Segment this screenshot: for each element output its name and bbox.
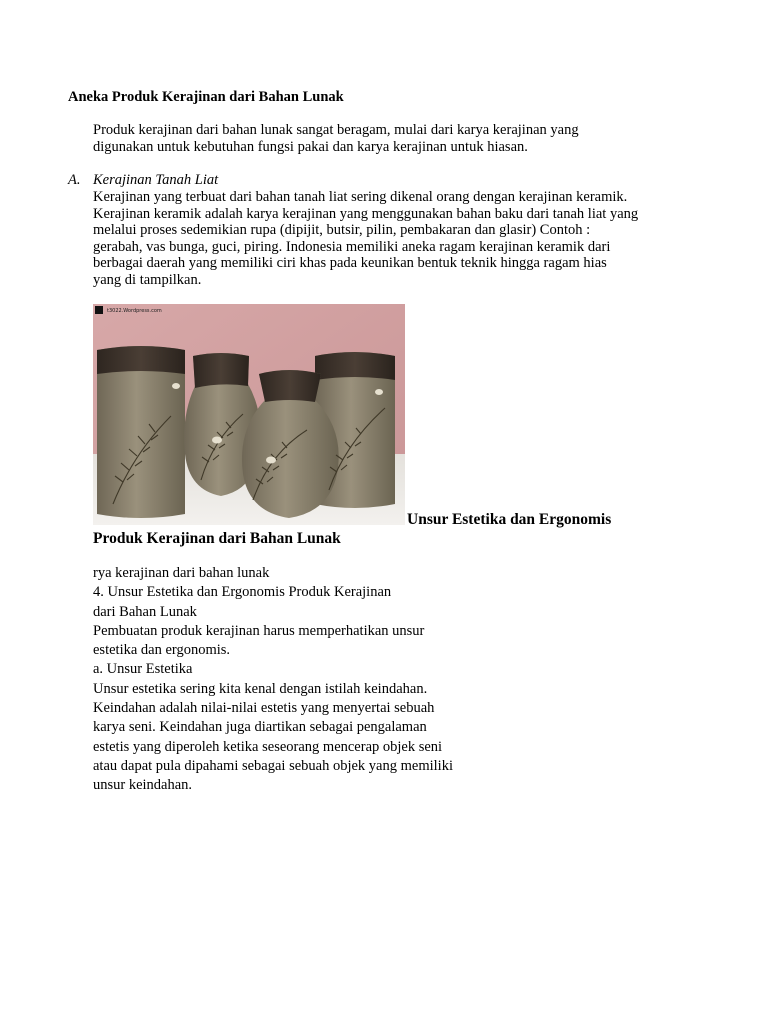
paragraph-line: estetika dan ergonomis. bbox=[93, 642, 231, 659]
paragraph-line: estetis yang diperoleh ketika seseorang mencerap objek seni bbox=[93, 738, 443, 755]
section-a-paragraph bbox=[93, 189, 713, 289]
photo-watermark: t3022.Wordpress.com bbox=[107, 308, 162, 314]
section-letter: A. bbox=[68, 172, 81, 188]
section-title: Kerajinan Tanah Liat bbox=[93, 172, 219, 188]
caption-heading-part1: Unsur Estetika dan Ergonomis bbox=[407, 511, 612, 528]
paragraph-line: Unsur estetika sering kita kenal dengan istilah keindahan. bbox=[93, 680, 428, 697]
paragraph-line: dari Bahan Lunak bbox=[93, 603, 197, 620]
paragraph-line: 4. Unsur Estetika dan Ergonomis Produk Kerajinan bbox=[93, 584, 392, 601]
paragraph-line: yang di tampilkan. bbox=[93, 271, 202, 288]
paragraph-line: atau dapat pula dipahami sebagai sebuah objek yang memiliki bbox=[93, 757, 453, 774]
aesthetics-paragraph bbox=[93, 564, 553, 796]
intro-line: Produk kerajinan dari bahan lunak sangat beragam, mulai dari karya kerajinan yang bbox=[93, 122, 579, 138]
intro-line: digunakan untuk kebutuhan fungsi pakai dan karya kerajinan untuk hiasan. bbox=[93, 138, 528, 155]
paragraph-line: unsur keindahan. bbox=[93, 777, 193, 794]
ceramic-vases-photo bbox=[93, 304, 405, 525]
paragraph-line: Kerajinan keramik adalah karya kerajinan yang menggunakan bahan baku dari tanah liat yang bbox=[93, 205, 639, 222]
caption-heading-part2: Produk Kerajinan dari Bahan Lunak bbox=[93, 530, 341, 547]
paragraph-line: melalui proses sedemikian rupa (dipijit, butsir, pilin, pembakaran dan glasir) Contoh : bbox=[93, 222, 591, 239]
paragraph-line: gerabah, vas bunga, guci, piring. Indonesia memiliki aneka ragam kerajinan keramik dari bbox=[93, 238, 611, 255]
paragraph-line: Keindahan adalah nilai-nilai estetis yang menyertai sebuah bbox=[93, 700, 435, 717]
paragraph-line: berbagai daerah yang memiliki ciri khas pada keunikan bentuk teknik hingga ragam hias bbox=[93, 255, 607, 272]
vases-illustration bbox=[93, 304, 405, 525]
intro-paragraph bbox=[93, 122, 693, 155]
paragraph-line: Kerajinan yang terbuat dari bahan tanah liat sering dikenal orang dengan kerajinan keramik. bbox=[93, 189, 628, 205]
paragraph-line: a. Unsur Estetika bbox=[93, 661, 193, 678]
document-title: Aneka Produk Kerajinan dari Bahan Lunak bbox=[68, 89, 344, 105]
paragraph-line: karya seni. Keindahan juga diartikan sebagai pengalaman bbox=[93, 719, 427, 736]
paragraph-line: Pembuatan produk kerajinan harus memperhatikan unsur bbox=[93, 622, 425, 639]
paragraph-line: rya kerajinan dari bahan lunak bbox=[93, 565, 270, 581]
